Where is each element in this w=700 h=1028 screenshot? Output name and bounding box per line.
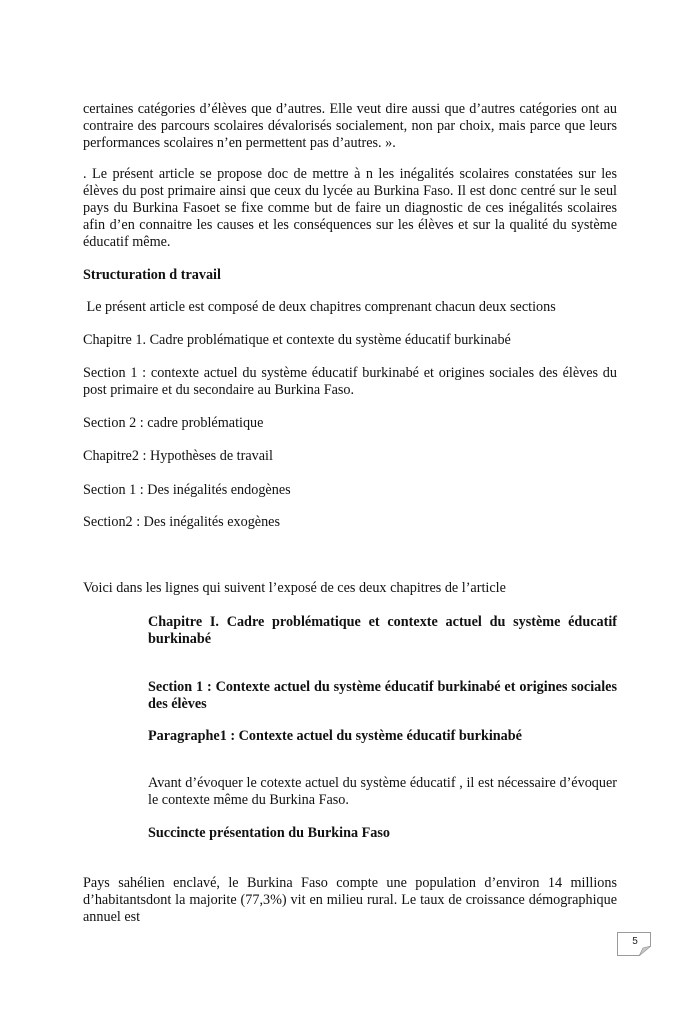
- page-number-badge: [617, 932, 651, 956]
- heading-paragraph-1: Paragraphe1 : Contexte actuel du système éducatif burkinabé: [148, 728, 522, 744]
- body-paragraph-article-purpose: . Le présent article se propose doc de mettre à n les inégalités scolaires constatées sur les élèves du post primaire ainsi que ceux du lycée au Burkina Faso. Il est donc centré sur le seul pays du Burkina Fasoet se fixe comme but de faire un diagnostic de ces inégalités scolaires afin d’en connaitre les causes et les conséquences sur les élèves et sur la qualité du système éducatif même.: [83, 166, 617, 250]
- body-paragraph-composition: Le présent article est composé de deux chapitres comprenant chacun deux sections: [83, 299, 556, 315]
- heading-structuration: Structuration d travail: [83, 267, 221, 283]
- outline-chapter-1-section-2: Section 2 : cadre problématique: [83, 415, 264, 431]
- outline-chapter-1: Chapitre 1. Cadre problématique et contexte du système éducatif burkinabé: [83, 332, 511, 348]
- outline-chapter-2-section-1: Section 1 : Des inégalités endogènes: [83, 482, 291, 498]
- heading-section-1: Section 1 : Contexte actuel du système éducatif burkinabé et origines sociales des élèves: [148, 679, 617, 712]
- body-paragraph-continuation: certaines catégories d’élèves que d’autres. Elle veut dire aussi que d’autres catégories ont au contraire des parcours scolaires dévalorisés socialement, non par choix, mais parce que leurs performances scolaires n’en permettent pas d’autres. ».: [83, 101, 617, 151]
- outline-chapter-1-section-1: Section 1 : contexte actuel du système éducatif burkinabé et origines sociales des élèves du post primaire et du secondaire au Burkina Faso.: [83, 365, 617, 398]
- heading-succincte-presentation: Succincte présentation du Burkina Faso: [148, 825, 390, 841]
- outline-chapter-2: Chapitre2 : Hypothèses de travail: [83, 448, 273, 464]
- body-paragraph-burkina-presentation: Pays sahélien enclavé, le Burkina Faso compte une population d’environ 14 millions d’habitantsdont la majorite (77,3%) vit en milieu rural. Le taux de croissance démographique annuel est: [83, 875, 617, 925]
- page-curl-icon: [639, 946, 651, 956]
- page-number: 5: [632, 936, 638, 947]
- body-paragraph-intro-chapters: Voici dans les lignes qui suivent l’exposé de ces deux chapitres de l’article: [83, 580, 506, 596]
- outline-chapter-2-section-2: Section2 : Des inégalités exogènes: [83, 514, 280, 530]
- heading-chapter-1: Chapitre I. Cadre problématique et contexte actuel du système éducatif burkinabé: [148, 614, 617, 647]
- body-paragraph-context-intro: Avant d’évoquer le cotexte actuel du système éducatif , il est nécessaire d’évoquer le contexte même du Burkina Faso.: [148, 775, 617, 808]
